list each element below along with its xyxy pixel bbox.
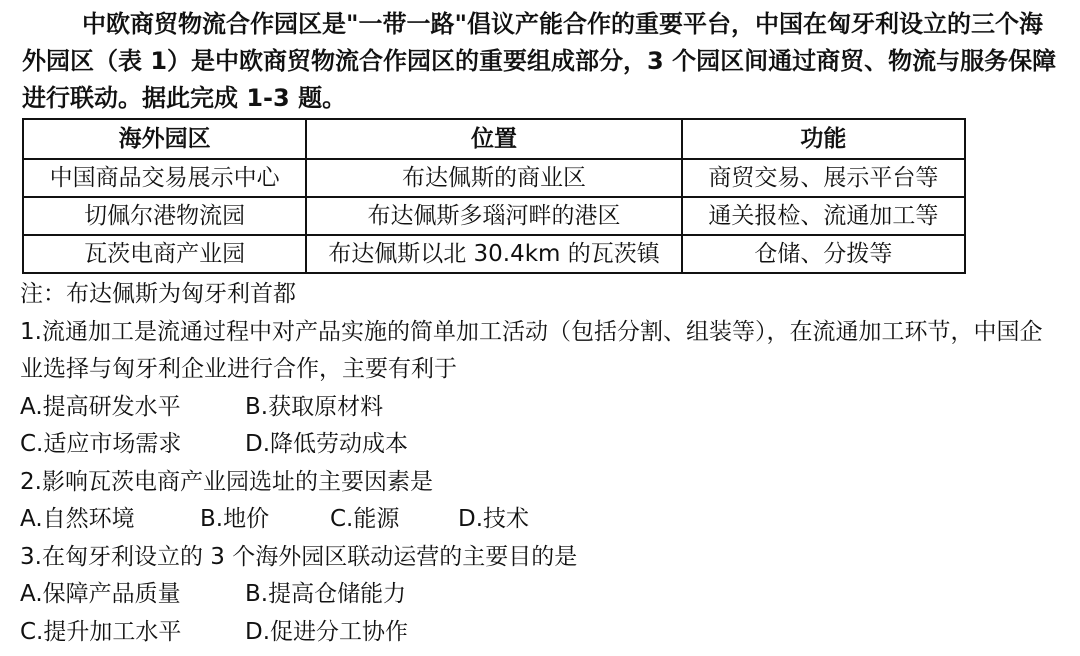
- intro-paragraph: 中欧商贸物流合作园区是"一带一路"倡议产能合作的重要平台，中国在匈牙利设立的三个海外园区（表 1）是中欧商贸物流合作园区的重要组成部分，3 个园区间通过商贸、物流与服务保障进行联动。据此完成 1-3 题。: [22, 10, 1057, 112]
- option-c: C.提升加工水平: [20, 618, 182, 645]
- question-1-options-2: [20, 426, 1065, 464]
- overseas-parks-table: [22, 118, 966, 274]
- question-2-stem: 2.影响瓦茨电商产业园选址的主要因素是: [20, 468, 433, 495]
- option-d: D.促进分工协作: [245, 618, 409, 645]
- table-row: [23, 197, 965, 235]
- option-d: D.降低劳动成本: [245, 431, 409, 457]
- table-row: [23, 235, 965, 273]
- option-b: B.获取原材料: [245, 393, 384, 420]
- question-3-options-2: [20, 614, 1065, 652]
- option-a: A.自然环境: [20, 506, 135, 532]
- table-cell: 布达佩斯的商业区: [306, 159, 681, 197]
- header-park: 海外园区: [23, 119, 306, 159]
- table-cell: 布达佩斯以北 30.4km 的瓦茨镇: [306, 235, 681, 273]
- table-cell: 布达佩斯多瑙河畔的港区: [306, 197, 681, 235]
- question-1-options: [20, 389, 1065, 427]
- option-c: C.适应市场需求: [20, 431, 182, 457]
- table-note: 注：布达佩斯为匈牙利首都: [20, 281, 296, 307]
- table-cell: 切佩尔港物流园: [23, 197, 306, 235]
- table-cell: 通关报检、流通加工等: [682, 197, 965, 235]
- header-location: 位置: [306, 119, 681, 159]
- questions-section: [20, 276, 1065, 651]
- table-cell: 瓦茨电商产业园: [23, 235, 306, 273]
- table-row: [23, 159, 965, 197]
- option-b: B.地价: [200, 506, 270, 532]
- header-function: 功能: [682, 119, 965, 159]
- option-b: B.提高仓储能力: [245, 581, 407, 607]
- option-a: A.保障产品质量: [20, 581, 181, 607]
- option-d: D.技术: [458, 506, 530, 532]
- table-cell: 商贸交易、展示平台等: [682, 159, 965, 197]
- question-2-options: [20, 501, 1065, 539]
- question-3-options: [20, 576, 1065, 614]
- table-cell: 中国商品交易展示中心: [23, 159, 306, 197]
- option-c: C.能源: [330, 506, 400, 532]
- question-3-stem: 3.在匈牙利设立的 3 个海外园区联动运营的主要目的是: [20, 543, 578, 570]
- table-cell: 仓储、分拨等: [682, 235, 965, 273]
- question-1-stem: 1.流通加工是流通过程中对产品实施的简单加工活动（包括分割、组装等），在流通加工环节，中国企业选择与匈牙利企业进行合作，主要有利于: [20, 318, 1043, 382]
- option-a: A.提高研发水平: [20, 393, 181, 420]
- table-header-row: [23, 119, 965, 159]
